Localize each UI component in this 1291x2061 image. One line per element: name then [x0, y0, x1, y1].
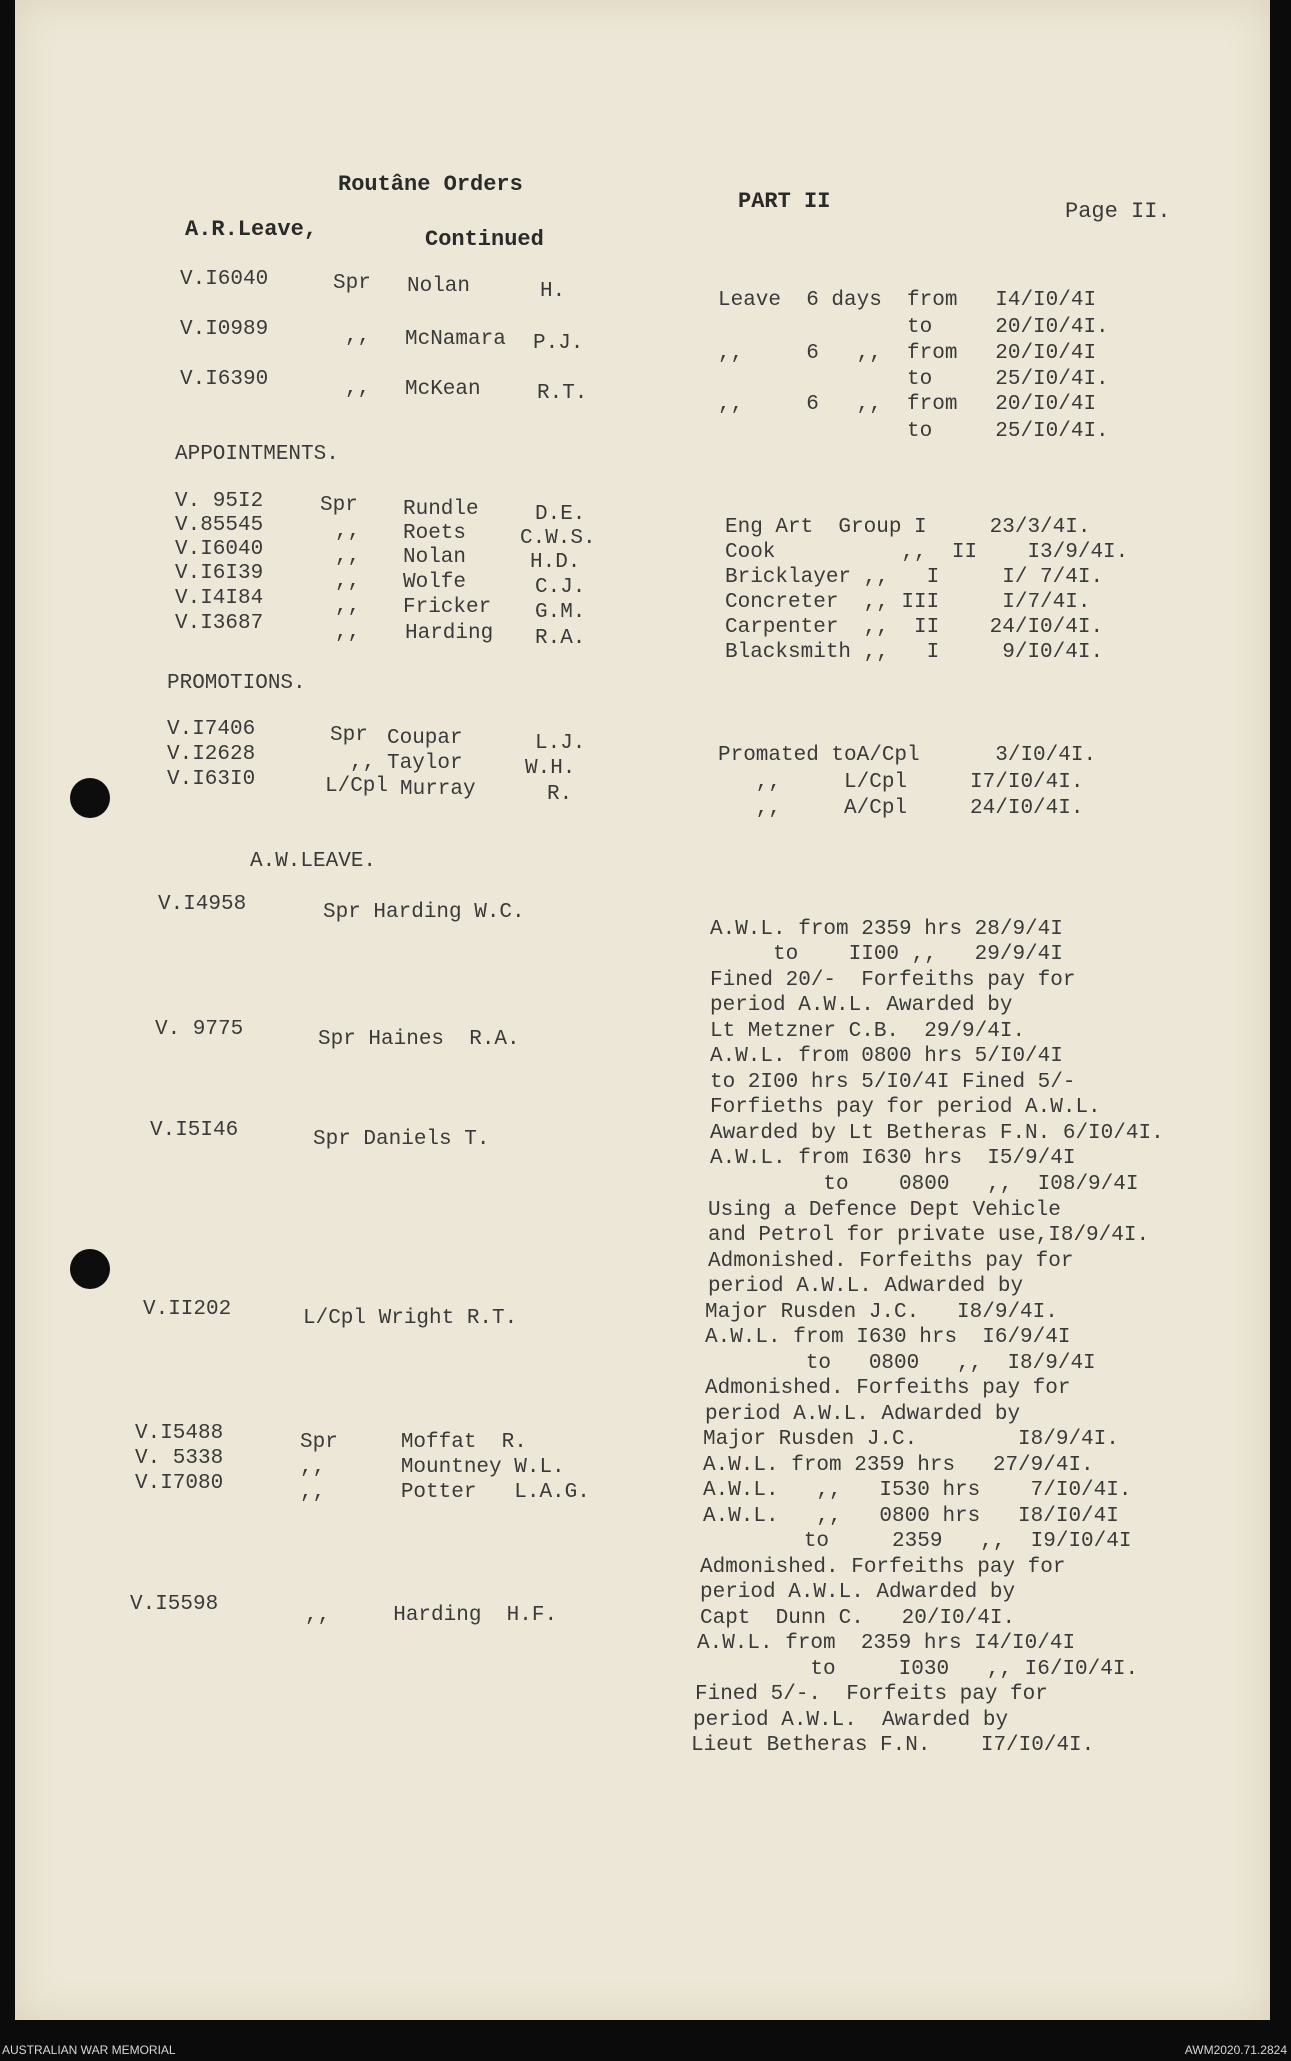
service-number: V.I5598 [130, 1593, 219, 1616]
detail-line: period A.W.L. Adwarded by [705, 1403, 1021, 1426]
appointments-heading: APPOINTMENTS. [175, 443, 339, 466]
service-number: V.I7406 [167, 718, 256, 741]
service-number: V.I6040 [175, 538, 264, 561]
rank: ,, [335, 545, 361, 568]
detail-line: to 2359 ,, I9/I0/4I [703, 1530, 1132, 1553]
rank: ,, [345, 325, 371, 348]
service-number: V.I63I0 [167, 768, 256, 791]
detail-line: A.W.L. from I630 hrs I6/9/4I [705, 1326, 1071, 1349]
punch-hole-bottom [70, 1249, 110, 1289]
detail-line: to II00 ,, 29/9/4I [710, 943, 1063, 966]
soldier-name: L/Cpl Wright R.T. [303, 1307, 518, 1330]
detail-line: Admonished. Forfeiths pay for [700, 1556, 1066, 1579]
initials: C.W.S. [520, 527, 596, 550]
detail-line: Cook ,, II I3/9/4I. [725, 541, 1129, 564]
rank: Spr [330, 724, 368, 747]
rank: ,, [335, 595, 361, 618]
aw-leave-heading: A.W.LEAVE. [250, 850, 377, 873]
detail-line: to 25/I0/4I. [718, 368, 1109, 391]
rank: ,, [335, 520, 361, 543]
detail-line: Admonished. Forfeiths pay for [708, 1250, 1074, 1273]
detail-line: to I030 ,, I6/I0/4I. [697, 1658, 1139, 1681]
page-title: Routâne Orders [338, 172, 523, 197]
initials: G.M. [535, 601, 586, 624]
detail-line: to 25/I0/4I. [718, 420, 1109, 443]
service-number: V.I4I84 [175, 587, 264, 610]
soldier-name: Spr Harding W.C. [323, 901, 525, 924]
soldier-name: Spr Daniels T. [313, 1128, 490, 1151]
service-number: V.I0989 [180, 318, 269, 341]
detail-line: Promated toA/Cpl 3/I0/4I. [718, 744, 1097, 767]
footer-credit: AUSTRALIAN WAR MEMORIAL [2, 2043, 176, 2057]
service-number: V.I4958 [158, 893, 247, 916]
detail-line: Lieut Betheras F.N. I7/I0/4I. [691, 1734, 1095, 1757]
surname: Nolan [403, 546, 467, 569]
service-number: V.I7080 [135, 1472, 224, 1495]
initials: H. [540, 280, 566, 303]
detail-line: A.W.L. from 2359 hrs 27/9/4I. [703, 1454, 1094, 1477]
surname: McNamara [405, 328, 506, 351]
detail-line: Capt Dunn C. 20/I0/4I. [700, 1607, 1016, 1630]
detail-line: Bricklayer ,, I I/ 7/4I. [725, 566, 1104, 589]
service-number: V.85545 [175, 514, 264, 537]
rank: Spr [333, 272, 371, 295]
page-number: Page II. [1065, 199, 1171, 224]
punch-hole-top [70, 778, 110, 818]
surname: Fricker [403, 596, 492, 619]
detail-line: period A.W.L. Adwarded by [700, 1581, 1016, 1604]
soldier-name: ,, Mountney W.L. [300, 1456, 565, 1479]
detail-line: ,, 6 ,, from 20/I0/4I [718, 393, 1097, 416]
soldier-name: Spr Haines R.A. [318, 1028, 520, 1051]
detail-line: Admonished. Forfeiths pay for [705, 1377, 1071, 1400]
detail-line: Awarded by Lt Betheras F.N. 6/I0/4I. [710, 1122, 1164, 1145]
service-number: V.I3687 [175, 612, 264, 635]
rank: ,, [335, 570, 361, 593]
detail-line: to 20/I0/4I. [718, 316, 1109, 339]
initials: P.J. [533, 332, 584, 355]
detail-line: Fined 5/-. Forfeits pay for [695, 1683, 1048, 1706]
detail-line: ,, 6 ,, from 20/I0/4I [718, 342, 1097, 365]
surname: Harding [405, 622, 494, 645]
detail-line: ,, A/Cpl 24/I0/4I. [718, 797, 1084, 820]
soldier-name: ,, Potter L.A.G. [300, 1481, 590, 1504]
detail-line: Leave 6 days from I4/I0/4I [718, 289, 1097, 312]
detail-line: and Petrol for private use,I8/9/4I. [708, 1224, 1150, 1247]
initials: L.J. [535, 732, 586, 755]
initials: R.A. [535, 627, 586, 650]
service-number: V. 5338 [135, 1447, 224, 1470]
detail-line: Lt Metzner C.B. 29/9/4I. [710, 1020, 1026, 1043]
surname: McKean [405, 378, 481, 401]
continued-label: Continued [425, 227, 544, 252]
initials: D.E. [535, 503, 586, 526]
surname: Wolfe [403, 571, 467, 594]
detail-line: period A.W.L. Awarded by [693, 1709, 1009, 1732]
detail-line: Blacksmith ,, I 9/I0/4I. [725, 641, 1104, 664]
service-number: V.I6I39 [175, 562, 264, 585]
rank: L/Cpl [325, 775, 389, 798]
service-number: V. 9775 [155, 1018, 244, 1041]
surname: Taylor [387, 752, 463, 775]
surname: Rundle [403, 498, 479, 521]
rank: ,, [345, 377, 371, 400]
initials: C.J. [535, 576, 586, 599]
footer-accession-number: AWM2020.71.2824 [1184, 2043, 1287, 2057]
detail-line: Forfieths pay for period A.W.L. [710, 1096, 1101, 1119]
detail-line: Major Rusden J.C. I8/9/4I. [703, 1428, 1119, 1451]
service-number: V.I5I46 [150, 1119, 239, 1142]
detail-line: A.W.L. ,, I530 hrs 7/I0/4I. [703, 1479, 1132, 1502]
rank: Spr [320, 494, 358, 517]
detail-line: to 0800 ,, I8/9/4I [705, 1352, 1096, 1375]
soldier-name: Spr Moffat R. [300, 1431, 527, 1454]
promotions-heading: PROMOTIONS. [167, 672, 306, 695]
detail-line: A.W.L. ,, 0800 hrs I8/I0/4I [703, 1505, 1119, 1528]
service-number: V.II202 [143, 1298, 232, 1321]
soldier-name: ,, Harding H.F. [305, 1604, 558, 1627]
detail-line: Major Rusden J.C. I8/9/4I. [705, 1301, 1058, 1324]
initials: W.H. [525, 757, 576, 780]
detail-line: A.W.L. from 2359 hrs I4/I0/4I [697, 1632, 1076, 1655]
rank: ,, [335, 621, 361, 644]
service-number: V.I5488 [135, 1422, 224, 1445]
part-label: PART II [738, 189, 831, 214]
surname: Murray [400, 778, 476, 801]
surname: Roets [403, 522, 467, 545]
service-number: V. 95I2 [175, 490, 264, 513]
initials: R. [547, 783, 573, 806]
detail-line: to 2I00 hrs 5/I0/4I Fined 5/- [710, 1071, 1076, 1094]
detail-line: period A.W.L. Adwarded by [708, 1275, 1024, 1298]
detail-line: Eng Art Group I 23/3/4I. [725, 516, 1091, 539]
detail-line: period A.W.L. Awarded by [710, 994, 1013, 1017]
detail-line: ,, L/Cpl I7/I0/4I. [718, 771, 1084, 794]
detail-line: A.W.L. from 0800 hrs 5/I0/4I [710, 1045, 1063, 1068]
service-number: V.I6390 [180, 368, 269, 391]
service-number: V.I2628 [167, 743, 256, 766]
detail-line: Using a Defence Dept Vehicle [708, 1199, 1061, 1222]
service-number: V.I6040 [180, 268, 269, 291]
initials: R.T. [537, 382, 588, 405]
detail-line: A.W.L. from I630 hrs I5/9/4I [710, 1147, 1076, 1170]
detail-line: to 0800 ,, I08/9/4I [710, 1173, 1139, 1196]
detail-line: A.W.L. from 2359 hrs 28/9/4I [710, 918, 1063, 941]
initials: H.D. [530, 551, 581, 574]
rank: ,, [350, 751, 376, 774]
surname: Nolan [407, 275, 471, 298]
surname: Coupar [387, 727, 463, 750]
detail-line: Carpenter ,, II 24/I0/4I. [725, 616, 1104, 639]
detail-line: Concreter ,, III I/7/4I. [725, 591, 1091, 614]
section-heading: A.R.Leave, [185, 217, 318, 242]
document-page [15, 0, 1270, 2020]
detail-line: Fined 20/- Forfeiths pay for [710, 969, 1076, 992]
